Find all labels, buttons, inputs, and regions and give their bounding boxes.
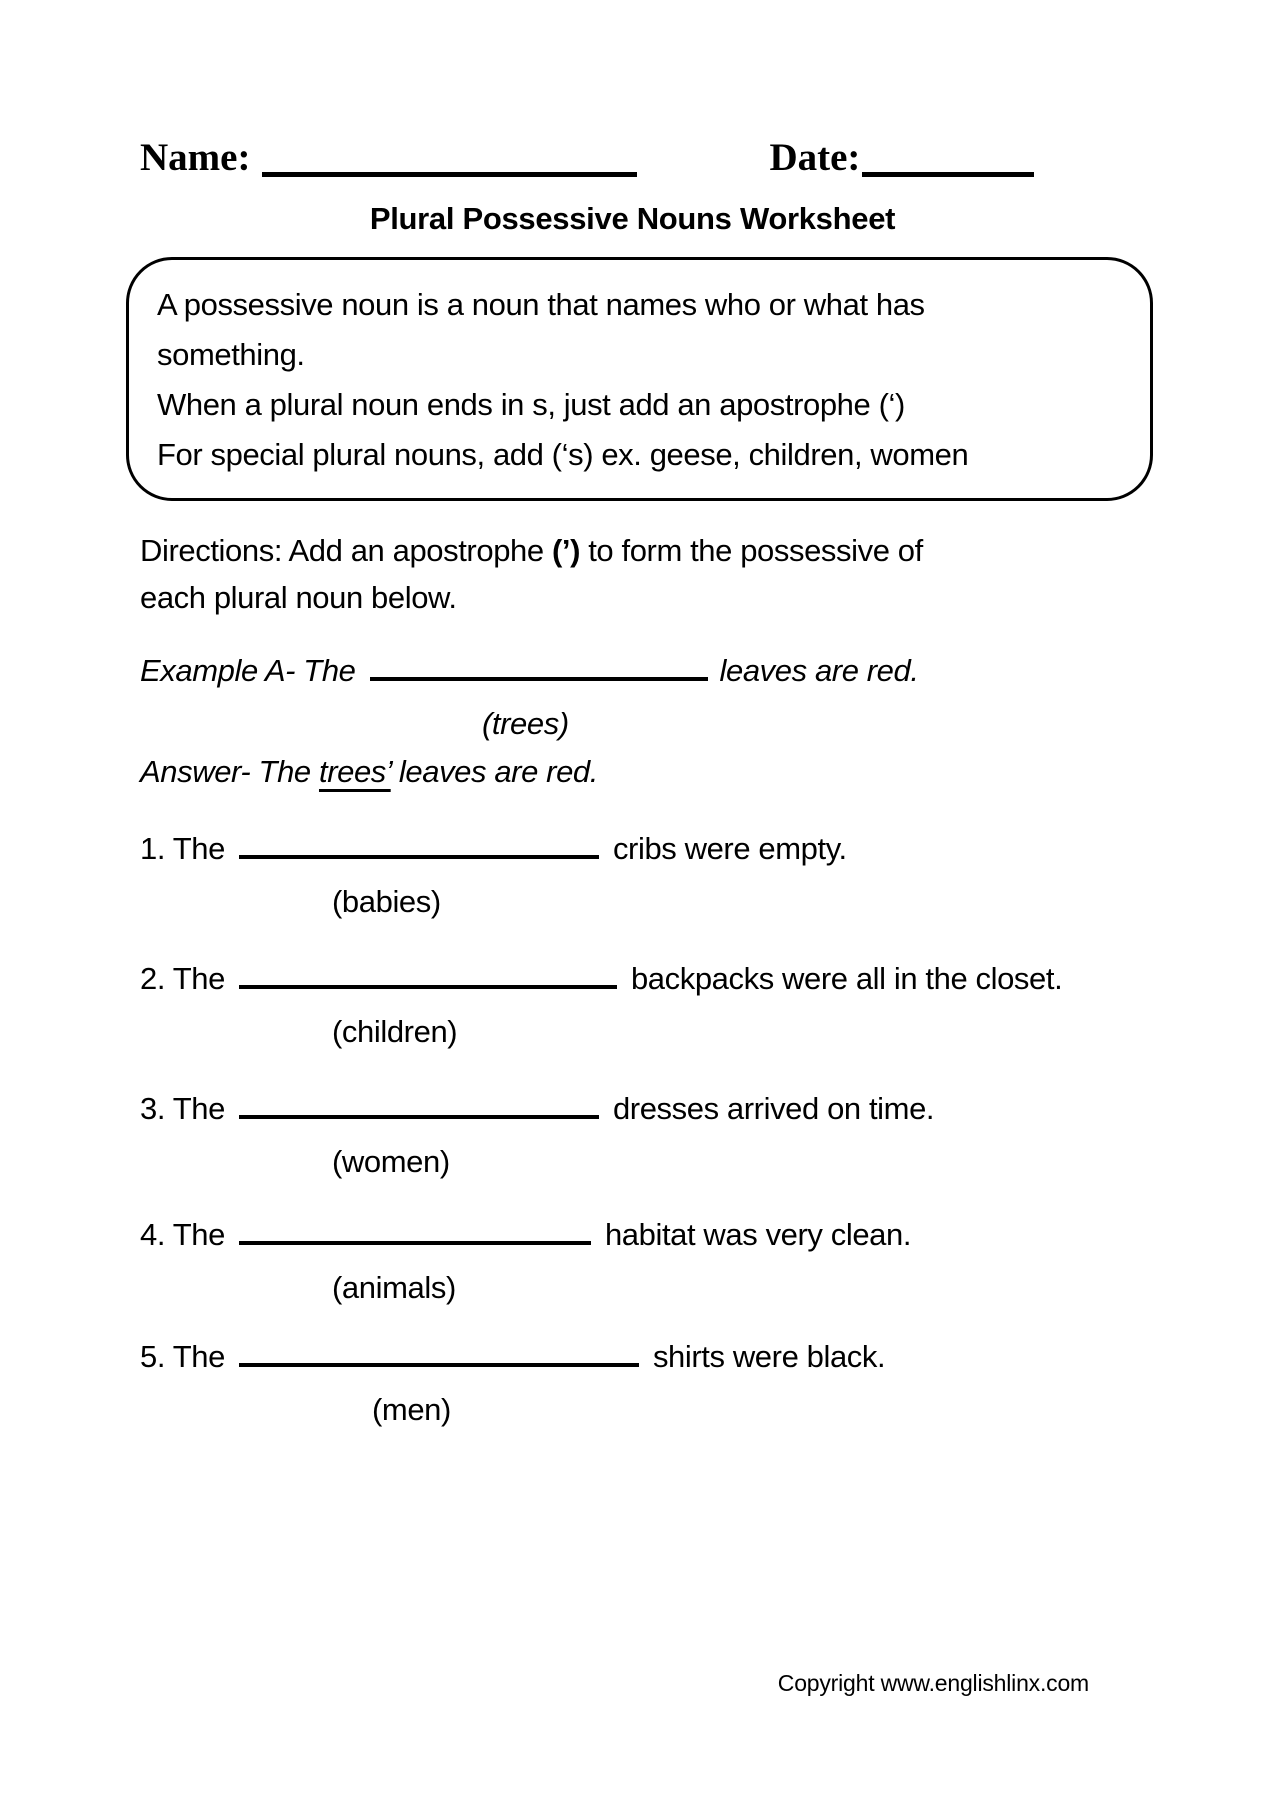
question-text-post: habitat was very clean. — [604, 1217, 912, 1252]
page-title: Plural Possessive Nouns Worksheet — [369, 201, 896, 236]
example-answer: Answer- The trees’ leaves are red. — [140, 754, 598, 789]
directions — [140, 527, 1125, 621]
answer-blank — [239, 1211, 591, 1245]
example-hint-word: (trees) — [482, 706, 569, 741]
question-text-pre: 1. The — [140, 831, 225, 866]
question-1 — [140, 824, 1125, 926]
answer-blank — [239, 825, 599, 859]
answer-blank — [239, 1085, 599, 1119]
question-text-pre: 2. The — [140, 961, 225, 996]
header-row — [140, 138, 1125, 177]
question-5 — [140, 1332, 1125, 1434]
worksheet-page — [0, 138, 1275, 1434]
question-hint-word: (animals) — [332, 1270, 456, 1305]
question-3 — [140, 1084, 1125, 1186]
question-2 — [140, 954, 1125, 1056]
answer-blank — [239, 955, 617, 989]
directions-line-1: Directions: Add an apostrophe (’) to form the possessive of — [140, 533, 923, 568]
answer-word-underlined: trees’ — [318, 754, 391, 789]
name-blank-line — [262, 162, 637, 177]
definition-line: For special plural nouns, add (‘s) ex. geese, children, women — [157, 437, 969, 472]
example-prompt: Example A- The leaves are red. — [140, 647, 1125, 695]
question-hint-word: (men) — [372, 1392, 451, 1427]
question-hint-word: (babies) — [332, 884, 441, 919]
question-text-post: backpacks were all in the closet. — [630, 961, 1063, 996]
apostrophe-emphasis: (’) — [551, 533, 580, 568]
question-text-post: shirts were black. — [652, 1339, 886, 1374]
question-row — [140, 1210, 1125, 1260]
question-text-post: cribs were empty. — [612, 831, 847, 866]
question-4 — [140, 1210, 1125, 1312]
question-row — [140, 954, 1125, 1004]
question-text-pre: 5. The — [140, 1339, 225, 1374]
example-block — [140, 647, 1125, 796]
question-text-post: dresses arrived on time. — [612, 1091, 935, 1126]
question-row — [140, 1084, 1125, 1134]
date-label: Date: — [769, 136, 861, 179]
example-answer-blank — [370, 647, 708, 681]
definition-line: When a plural noun ends in s, just add an apostrophe (‘) — [157, 387, 905, 422]
definition-line: A possessive noun is a noun that names who or what has — [157, 287, 925, 322]
question-row — [140, 1332, 1125, 1382]
question-text-pre: 3. The — [140, 1091, 225, 1126]
definition-box — [126, 257, 1153, 501]
date-blank-line — [862, 162, 1034, 177]
name-label: Name: — [140, 136, 251, 179]
question-hint-word: (children) — [332, 1014, 458, 1049]
copyright-notice: Copyright www.englishlinx.com — [777, 1670, 1089, 1696]
definition-line: something. — [157, 337, 305, 372]
question-text-pre: 4. The — [140, 1217, 225, 1252]
question-hint-word: (women) — [332, 1144, 450, 1179]
directions-line-2: each plural noun below. — [140, 580, 457, 615]
answer-blank — [239, 1333, 639, 1367]
question-row — [140, 824, 1125, 874]
